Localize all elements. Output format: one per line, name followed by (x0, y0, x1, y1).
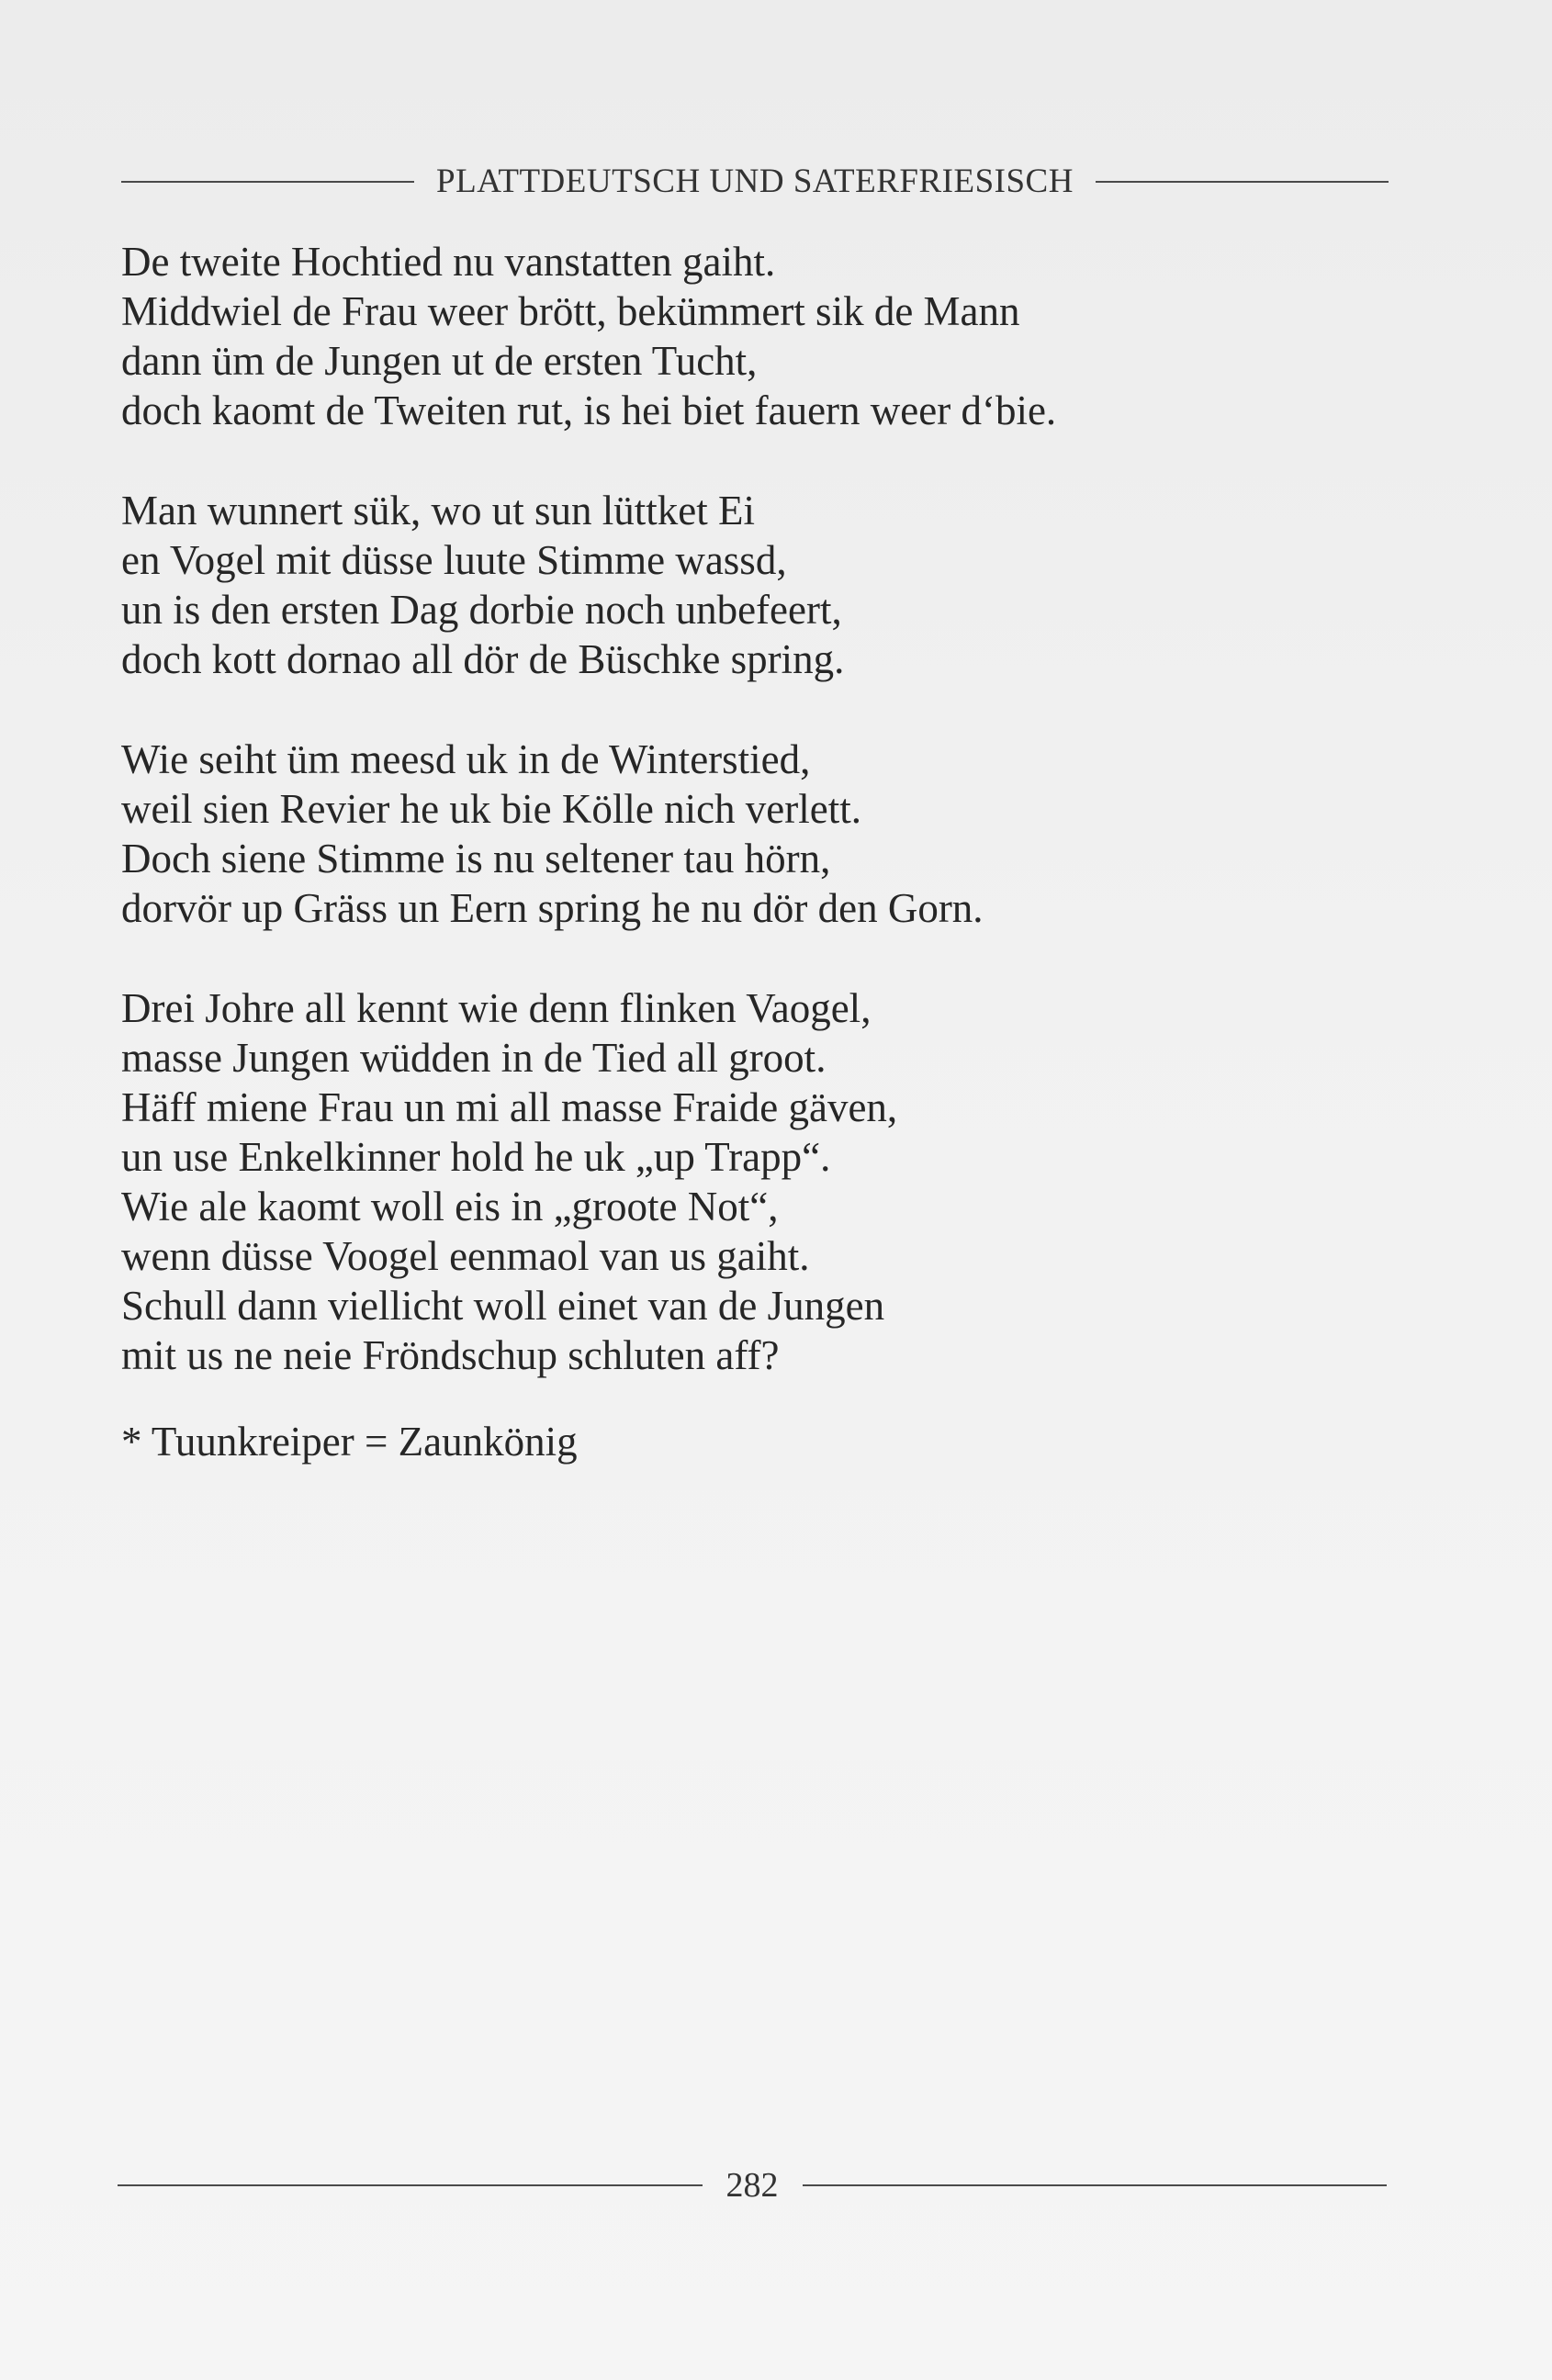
poem-line: wenn düsse Voogel eenmaol van us gaiht. (121, 1233, 810, 1279)
poem-line: Middwiel de Frau weer brött, bekümmert sik de Mann (121, 288, 1020, 334)
poem-line: De tweite Hochtied nu vanstatten gaiht. (121, 239, 776, 285)
poem-line: Wie ale kaomt woll eis in „groote Not“, (121, 1184, 779, 1229)
stanza-2 (121, 486, 1407, 684)
poem-line: un use Enkelkinner hold he uk „up Trapp“. (121, 1134, 831, 1180)
poem-line: doch kott dornao all dör de Büschke spring. (121, 636, 845, 682)
poem-line: masse Jungen wüdden in de Tied all groot. (121, 1035, 827, 1081)
poem-line: Schull dann viellicht woll einet van de Jungen (121, 1283, 885, 1329)
running-head-rule-right (1096, 181, 1389, 183)
poem-line: weil sien Revier he uk bie Kölle nich verlett. (121, 786, 862, 832)
poem-line: doch kaomt de Tweiten rut, is hei biet fauern weer d‘bie. (121, 387, 1057, 433)
stanza-3 (121, 735, 1407, 933)
poem-line: Drei Johre all kennt wie denn flinken Vaogel, (121, 985, 872, 1031)
running-head-title: PLATTDEUTSCH UND SATERFRIESISCH (436, 163, 1074, 200)
poem-line: un is den ersten Dag dorbie noch unbefeert, (121, 587, 842, 633)
stanza-1 (121, 237, 1407, 435)
poem-line: dann üm de Jungen ut de ersten Tucht, (121, 338, 758, 384)
poem-line: Doch siene Stimme is nu seltener tau hörn, (121, 836, 831, 881)
poem-line: Häff miene Frau un mi all masse Fraide gäven, (121, 1084, 898, 1130)
poem-line: Man wunnert sük, wo ut sun lüttket Ei (121, 488, 755, 533)
stanza-4 (121, 983, 1407, 1380)
poem-line: dorvör up Gräss un Eern spring he nu dör den Gorn. (121, 885, 984, 931)
poem-line: en Vogel mit düsse luute Stimme wassd, (121, 537, 787, 583)
footer-rule-right (803, 2184, 1388, 2186)
poem-line: Wie seiht üm meesd uk in de Winterstied, (121, 736, 811, 782)
running-head (121, 162, 1389, 201)
page-number: 282 (725, 2166, 779, 2205)
footer-rule-left (118, 2184, 703, 2186)
footnote: * Tuunkreiper = Zaunkönig (121, 1419, 578, 1465)
running-head-rule-left (121, 181, 414, 183)
page-footer (118, 2165, 1387, 2206)
poem-line: mit us ne neie Fröndschup schluten aff? (121, 1332, 780, 1378)
poem-body (121, 237, 1407, 1466)
